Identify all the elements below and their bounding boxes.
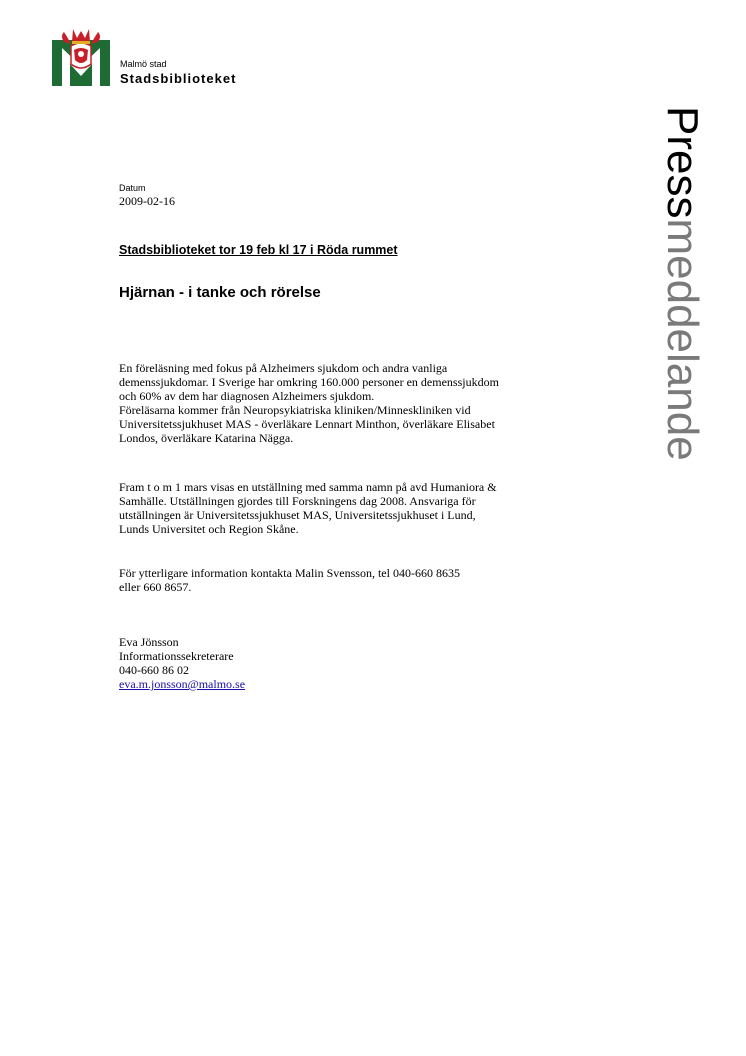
subject-line: Stadsbiblioteket tor 19 feb kl 17 i Röda rummet (119, 243, 398, 257)
paragraph-2 (119, 480, 599, 536)
text-line: och 60% av dem har diagnosen Alzheimers sjukdom. (119, 389, 375, 403)
text-line: utställningen är Universitetssjukhuset MAS, Universitetssjukhuset i Lund, (119, 508, 476, 522)
paragraph-3 (119, 566, 599, 594)
signature-phone: 040-660 86 02 (119, 663, 189, 677)
text-line: En föreläsning med fokus på Alzheimers sjukdom och andra vanliga (119, 361, 448, 375)
email-link[interactable]: eva.m.jonsson@malmo.se (119, 677, 246, 691)
text-line: Samhälle. Utställningen gjordes till Forskningens dag 2008. Ansvariga för (119, 494, 476, 508)
org-municipality: Malmö stad (120, 59, 167, 69)
text-line: eller 660 8657. (119, 580, 192, 594)
side-title-press: Press (658, 106, 707, 219)
text-line: Universitetssjukhuset MAS - överläkare Lennart Minthon, överläkare Elisabet (119, 417, 495, 431)
text-line: För ytterligare information kontakta Malin Svensson, tel 040-660 8635 (119, 566, 460, 580)
signature-name: Eva Jönsson (119, 635, 179, 649)
side-title-meddelande: meddelande (658, 218, 707, 461)
text-line: Lunds Universitet och Region Skåne. (119, 522, 299, 536)
text-line: Londos, överläkare Katarina Nägga. (119, 431, 294, 445)
text-line: demenssjukdomar. I Sverige har omkring 160.000 personer en demenssjukdom (119, 375, 499, 389)
headline: Hjärnan - i tanke och rörelse (119, 284, 321, 301)
malmo-coat-of-arms-icon (52, 26, 110, 86)
date-label: Datum (119, 183, 146, 193)
signature-block (119, 635, 599, 691)
paragraph-1 (119, 361, 599, 445)
org-name: Stadsbiblioteket (120, 71, 237, 86)
date-value: 2009-02-16 (119, 194, 175, 208)
text-line: Fram t o m 1 mars visas en utställning med samma namn på avd Humaniora & (119, 480, 497, 494)
text-line: Föreläsarna kommer från Neuropsykiatriska kliniken/Minneskliniken vid (119, 403, 471, 417)
signature-title: Informationssekreterare (119, 649, 234, 663)
side-title (636, 106, 706, 546)
